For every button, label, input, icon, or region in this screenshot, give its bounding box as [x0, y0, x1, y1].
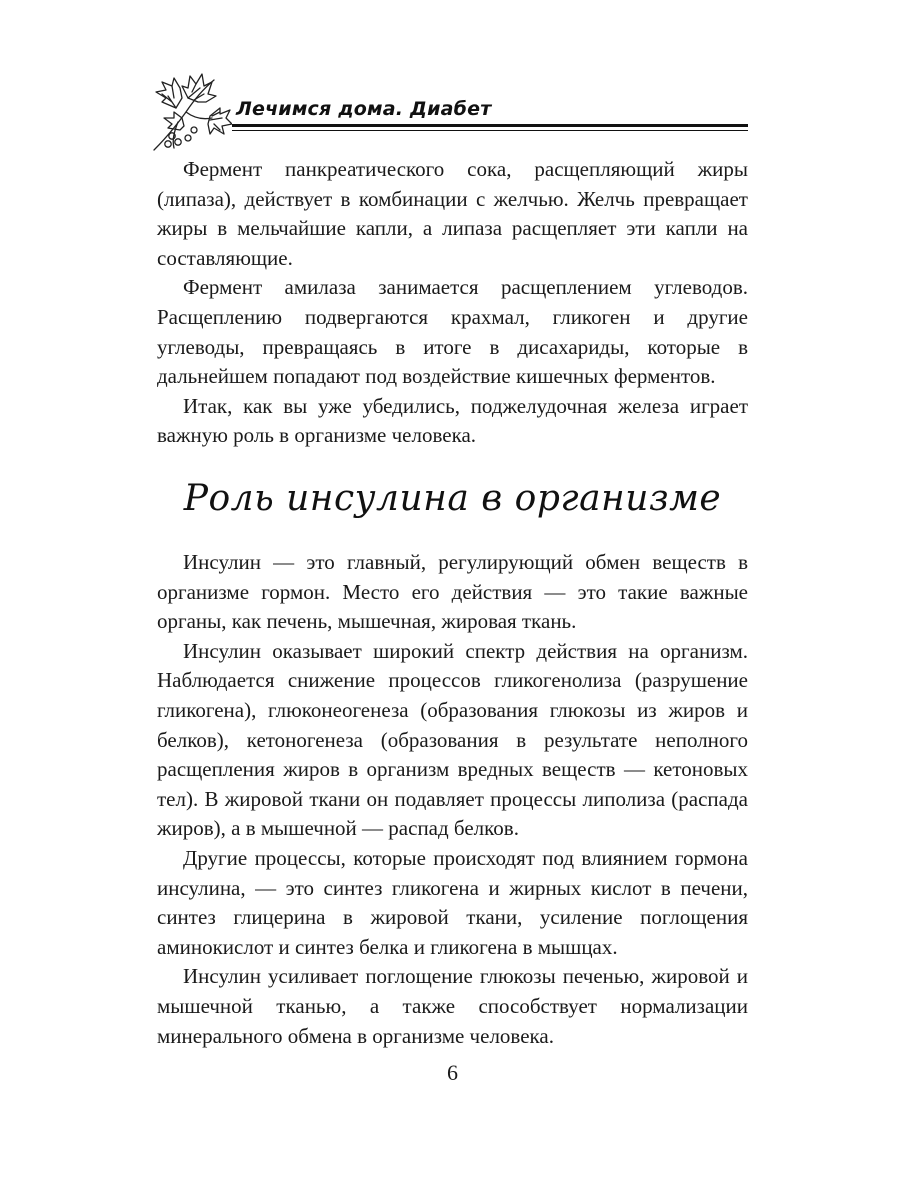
text-block-section [157, 548, 748, 1051]
paragraph: Фермент амилаза занимается расщеплением углеводов. Расщеплению подвергаются крахмал, гликоген и другие углеводы, превращаясь в итоге в дисахариды, которые в дальнейшем попадают под воздействие кишечных ферментов. [157, 275, 748, 389]
paragraph: Фермент панкреатического сока, расщепляющий жиры (липаза), действует в комбинации с желчью. Желчь превращает жиры в мельчайшие капли, а липаза расщепляет эти капли на составляющие. [157, 157, 748, 270]
text-block-intro [157, 155, 748, 451]
running-head-title: Лечимся дома. Диабет [236, 98, 492, 120]
paragraph: Инсулин усиливает поглощение глюкозы печенью, жировой и мышечной тканью, а также способствует нормализации минерального обмена в организме человека. [157, 964, 748, 1048]
paragraph: Итак, как вы уже убедились, поджелудочная железа играет важную роль в организме человека. [157, 393, 748, 448]
page-number: 6 [447, 1060, 458, 1085]
header-rule-thick [232, 124, 748, 127]
paragraph: Другие процессы, которые происходят под влиянием гормона инсулина, — это синтез гликогена и жирных кислот в печени, синтез глицерина в жировой ткани, усиление поглощения аминокислот и синтез белка и гликогена в мышцах. [157, 845, 748, 959]
paragraph: Инсулин оказывает широкий спектр действия на организм. Наблюдается снижение процессов гликогенолиза (разрушение гликогена), глюконеогенеза (образования глюкозы из жиров и белков), кетоногенеза (образования в результате неполного расщепления жиров в организм вредных веществ — кетоновых тел). В жировой ткани он подавляет процессы липолиза (распада жиров), а в мышечной — распад белков. [157, 638, 748, 841]
currant-branch-icon [148, 68, 232, 152]
paragraph: Инсулин — это главный, регулирующий обмен веществ в организме гормон. Место его действия — это такие важные органы, как печень, мышечная, жировая ткань. [157, 550, 748, 634]
section-heading: Роль инсулина в организме [183, 478, 722, 519]
header-rule-thin [232, 130, 748, 131]
